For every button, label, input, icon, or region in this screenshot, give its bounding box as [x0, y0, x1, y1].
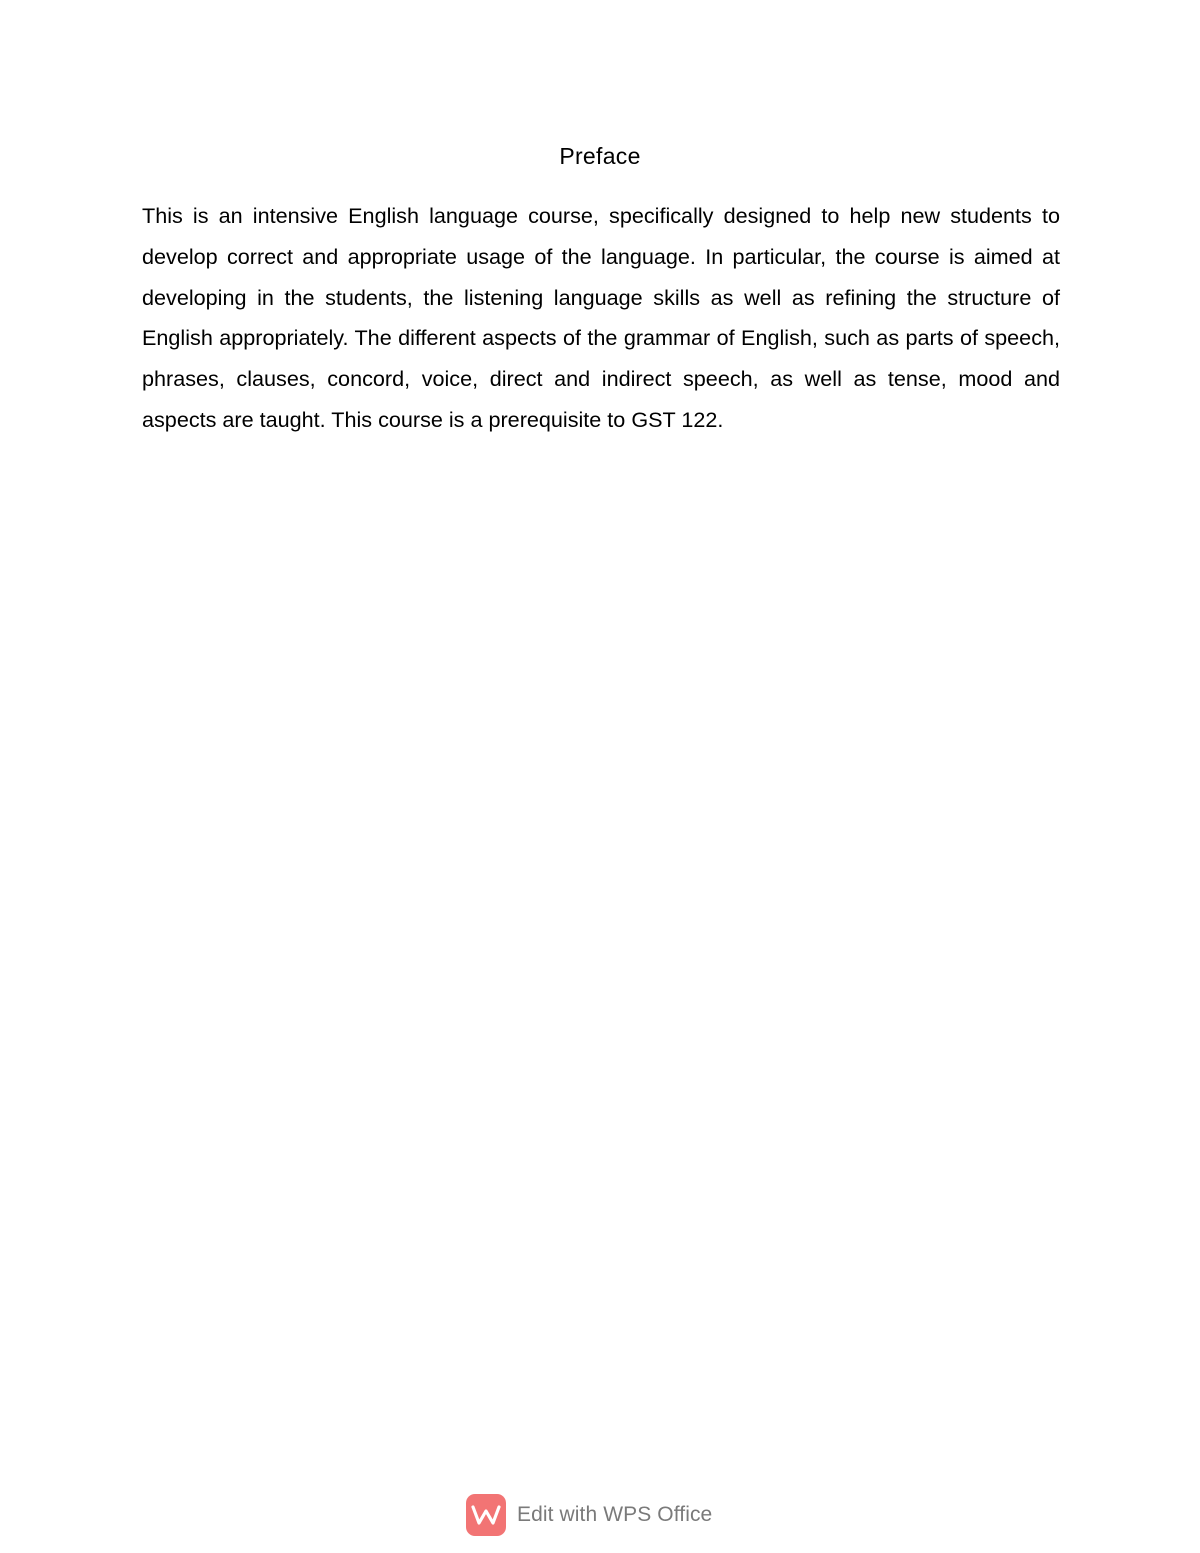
wps-logo-icon — [466, 1494, 506, 1536]
preface-paragraph: This is an intensive English language course, specifically designed to help new students to develop correct and appropriate usage of the language. In particular, the course is aimed at developing in the students, the listening language skills as well as refining the structure of English appropriately. The different aspects of the grammar of English, such as parts of speech, phrases, clauses, concord, voice, direct and indirect speech, as well as tense, mood and aspects are taught. This course is a prerequisite to GST 122. — [142, 203, 1060, 432]
wps-watermark-label: Edit with WPS Office — [517, 1503, 713, 1526]
page-title: Preface — [559, 143, 641, 169]
wps-watermark[interactable] — [466, 1493, 712, 1537]
